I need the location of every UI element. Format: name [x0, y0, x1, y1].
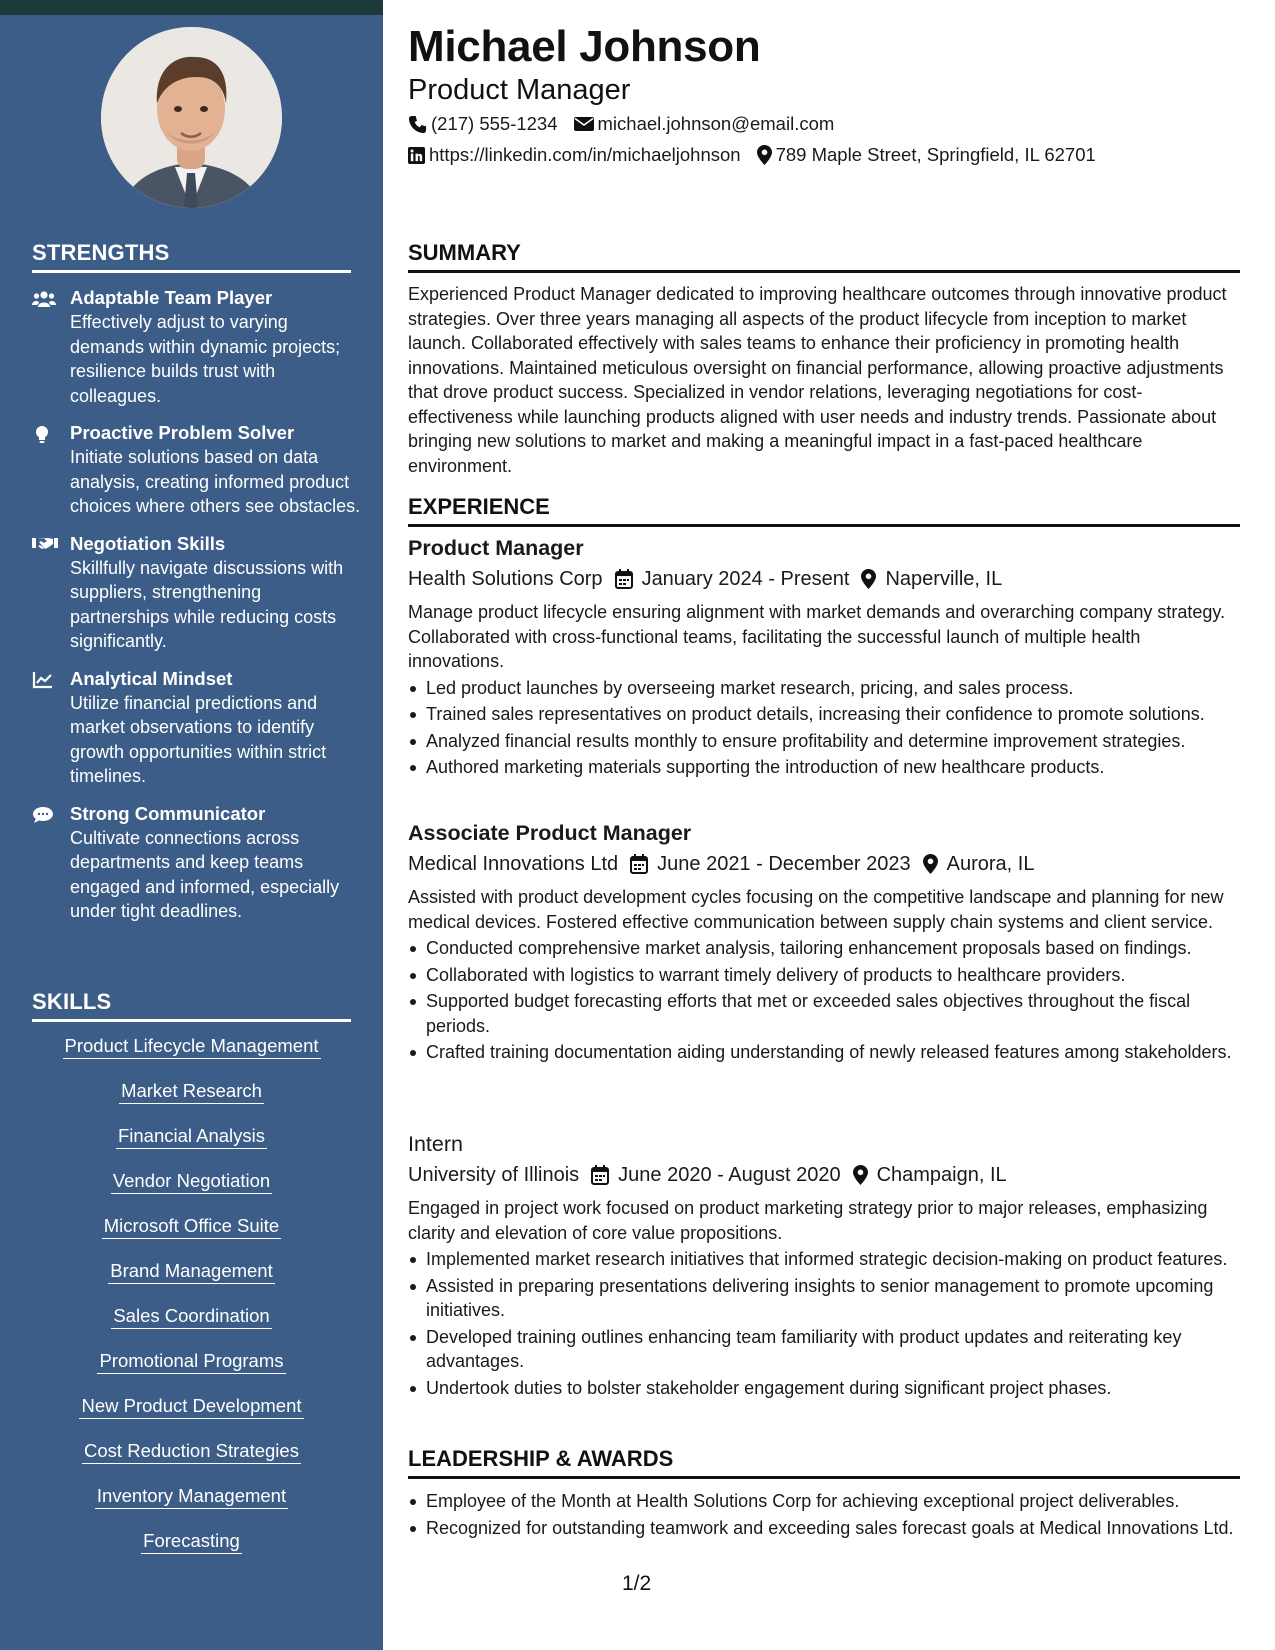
job-location [853, 1160, 1007, 1190]
bullet-item: Implemented market research initiatives that informed strategic decision-making on product features. [408, 1247, 1240, 1272]
job-location [923, 849, 1035, 879]
job-description: Manage product lifecycle ensuring alignment with market demands and overarching company strategy. Collaborated with cross-functional teams, facilitating the successful launch of multiple health innovations. [408, 602, 1226, 671]
strengths-list [32, 286, 362, 937]
bullet-item: Recognized for outstanding teamwork and exceeding sales forecast goals at Medical Innovations Ltd. [408, 1516, 1240, 1541]
speech-bubble-icon [32, 802, 70, 924]
strength-item [32, 667, 362, 789]
bullet-item: Supported budget forecasting efforts that met or exceeded sales objectives throughout the fiscal periods. [408, 989, 1240, 1038]
bullet-item: Assisted in preparing presentations delivering insights to senior management to promote upcoming initiatives. [408, 1274, 1240, 1323]
page-number: 1/2 [622, 1572, 652, 1595]
job-meta [408, 1160, 1240, 1190]
address-contact [757, 144, 1096, 166]
strength-title: Negotiation Skills [70, 532, 226, 554]
job-dates-text: June 2021 - December 2023 [657, 853, 911, 875]
strength-title: Proactive Problem Solver [70, 422, 295, 443]
bullet-item: Crafted training documentation aiding understanding of newly released features among stakeholders. [408, 1040, 1240, 1065]
job-title: Product Manager [408, 536, 584, 560]
linkedin-text[interactable]: https://linkedin.com/in/michaeljohnson [429, 144, 741, 165]
bullet-item: Developed training outlines enhancing team familiarity with product updates and reiterating key advantages. [408, 1325, 1240, 1374]
summary-heading: SUMMARY [408, 240, 1240, 273]
strength-item [32, 286, 362, 408]
skill-item: Forecasting [141, 1529, 242, 1554]
job-location [861, 564, 1002, 594]
envelope-icon [574, 116, 594, 132]
skill-item: Brand Management [108, 1259, 275, 1284]
portrait-illustration [101, 27, 282, 208]
skill-item: Promotional Programs [97, 1349, 285, 1374]
skill-item: New Product Development [79, 1394, 303, 1419]
email-contact[interactable] [574, 113, 835, 135]
linkedin-icon [408, 147, 425, 164]
skill-item: Sales Coordination [111, 1304, 271, 1329]
location-pin-icon [861, 569, 876, 589]
strength-title: Adaptable Team Player [70, 287, 273, 308]
job-dates-text: June 2020 - August 2020 [618, 1164, 841, 1186]
job-location-text: Aurora, IL [946, 853, 1035, 875]
job-meta [408, 849, 1240, 879]
job-dates [630, 849, 911, 879]
company-name: Medical Innovations Ltd [408, 853, 619, 875]
strength-desc: Effectively adjust to varying demands within dynamic projects; resilience builds trust with colleagues. [70, 312, 341, 406]
lightbulb-icon [32, 421, 70, 519]
strengths-heading: STRENGTHS [32, 240, 351, 273]
strength-title: Strong Communicator [70, 802, 266, 824]
bullet-item: Led product launches by overseeing market research, pricing, and sales process. [408, 676, 1240, 701]
leadership-heading: LEADERSHIP & AWARDS [408, 1446, 1240, 1479]
location-pin-icon [757, 145, 772, 165]
job-location-text: Champaign, IL [876, 1164, 1007, 1186]
job-bullets [408, 1247, 1240, 1400]
skill-item: Financial Analysis [116, 1124, 267, 1149]
strength-desc: Skillfully navigate discussions with suppliers, strengthening partnerships while reducing costs significantly. [70, 557, 344, 651]
contact-row-2 [408, 144, 1112, 166]
users-icon [32, 286, 70, 408]
contact-row-1 [408, 113, 850, 135]
job-entry [408, 1130, 1240, 1400]
bullet-item: Collaborated with logistics to warrant timely delivery of products to healthcare providers. [408, 963, 1240, 988]
handshake-icon [32, 532, 70, 654]
strength-desc: Utilize financial predictions and market observations to identify growth opportunities within strict timelines. [70, 692, 327, 786]
bullet-item: Employee of the Month at Health Solutions Corp for achieving exceptional project deliverables. [408, 1489, 1240, 1514]
email-text[interactable]: michael.johnson@email.com [597, 113, 835, 134]
bullet-item: Trained sales representatives on product details, increasing their confidence to promote solutions. [408, 702, 1240, 727]
chart-line-icon [32, 667, 70, 789]
bullet-item: Authored marketing materials supporting the introduction of new healthcare products. [408, 755, 1240, 780]
phone-icon [408, 115, 427, 134]
job-description: Engaged in project work focused on product marketing strategy prior to major releases, emphasizing clarity and elevation of core value propositions. [408, 1198, 1208, 1243]
skill-item: Inventory Management [95, 1484, 288, 1509]
linkedin-contact[interactable] [408, 144, 741, 166]
profile-photo [101, 27, 282, 208]
skill-item: Product Lifecycle Management [63, 1034, 321, 1059]
job-meta [408, 564, 1240, 594]
job-location-text: Naperville, IL [885, 568, 1003, 590]
bullet-item: Analyzed financial results monthly to ensure profitability and determine improvement strategies. [408, 729, 1240, 754]
job-title: Associate Product Manager [408, 821, 692, 845]
location-pin-icon [923, 854, 938, 874]
summary-text: Experienced Product Manager dedicated to improving healthcare outcomes through innovative product strategies. Over three years managing all aspects of the product lifecycle from inception to market launch. Collaborated effectively with sales teams to enhance their proficiency in promoting health innovations. Maintained meticulous oversight on financial performance, allowing proactive adjustments that drove product success. Specialized in vendor relations, leveraging negotiations for cost-effectiveness while launching products aligned with user needs and industry trends. Passionate about bringing new solutions to market and making a meaningful impact in a fast-paced healthcare environment. [408, 284, 1227, 476]
skill-item: Market Research [119, 1079, 264, 1104]
job-entry [408, 534, 1240, 780]
skill-item: Microsoft Office Suite [102, 1214, 281, 1239]
location-pin-icon [853, 1165, 868, 1185]
skill-item: Vendor Negotiation [111, 1169, 272, 1194]
experience-heading: EXPERIENCE [408, 494, 1240, 527]
job-dates [591, 1160, 840, 1190]
skills-list [32, 1034, 351, 1574]
strength-desc: Initiate solutions based on data analysis, creating informed product choices where others see obstacles. [70, 447, 361, 516]
job-entry [408, 819, 1240, 1065]
strength-item [32, 421, 362, 519]
skills-heading: SKILLS [32, 989, 351, 1022]
job-title: Intern [408, 1132, 463, 1156]
job-dates-text: January 2024 - Present [641, 568, 850, 590]
calendar-icon [630, 854, 648, 874]
leadership-bullets [408, 1487, 1240, 1540]
strength-title: Analytical Mindset [70, 667, 233, 689]
company-name: University of Illinois [408, 1164, 580, 1186]
candidate-name: Michael Johnson [408, 22, 761, 71]
sidebar-top-bar [0, 0, 383, 15]
job-bullets [408, 936, 1240, 1065]
calendar-icon [591, 1165, 609, 1185]
company-name: Health Solutions Corp [408, 568, 603, 590]
calendar-icon [615, 569, 633, 589]
sidebar [0, 0, 383, 1650]
job-bullets [408, 676, 1240, 780]
strength-item [32, 532, 362, 654]
strength-desc: Cultivate connections across departments and keep teams engaged and informed, especially under tight deadlines. [70, 827, 340, 921]
skill-item: Cost Reduction Strategies [82, 1439, 301, 1464]
bullet-item: Undertook duties to bolster stakeholder engagement during significant project phases. [408, 1376, 1240, 1401]
candidate-role: Product Manager [408, 74, 631, 106]
job-description: Assisted with product development cycles focusing on the competitive landscape and planning for new medical devices. Fostered effective communication between supply chain systems and client service. [408, 887, 1224, 932]
phone-contact [408, 113, 558, 135]
strength-item [32, 802, 362, 924]
phone-text: (217) 555-1234 [431, 113, 558, 134]
address-text: 789 Maple Street, Springfield, IL 62701 [775, 144, 1096, 165]
bullet-item: Conducted comprehensive market analysis, tailoring enhancement proposals based on findings. [408, 936, 1240, 961]
job-dates [615, 564, 850, 594]
